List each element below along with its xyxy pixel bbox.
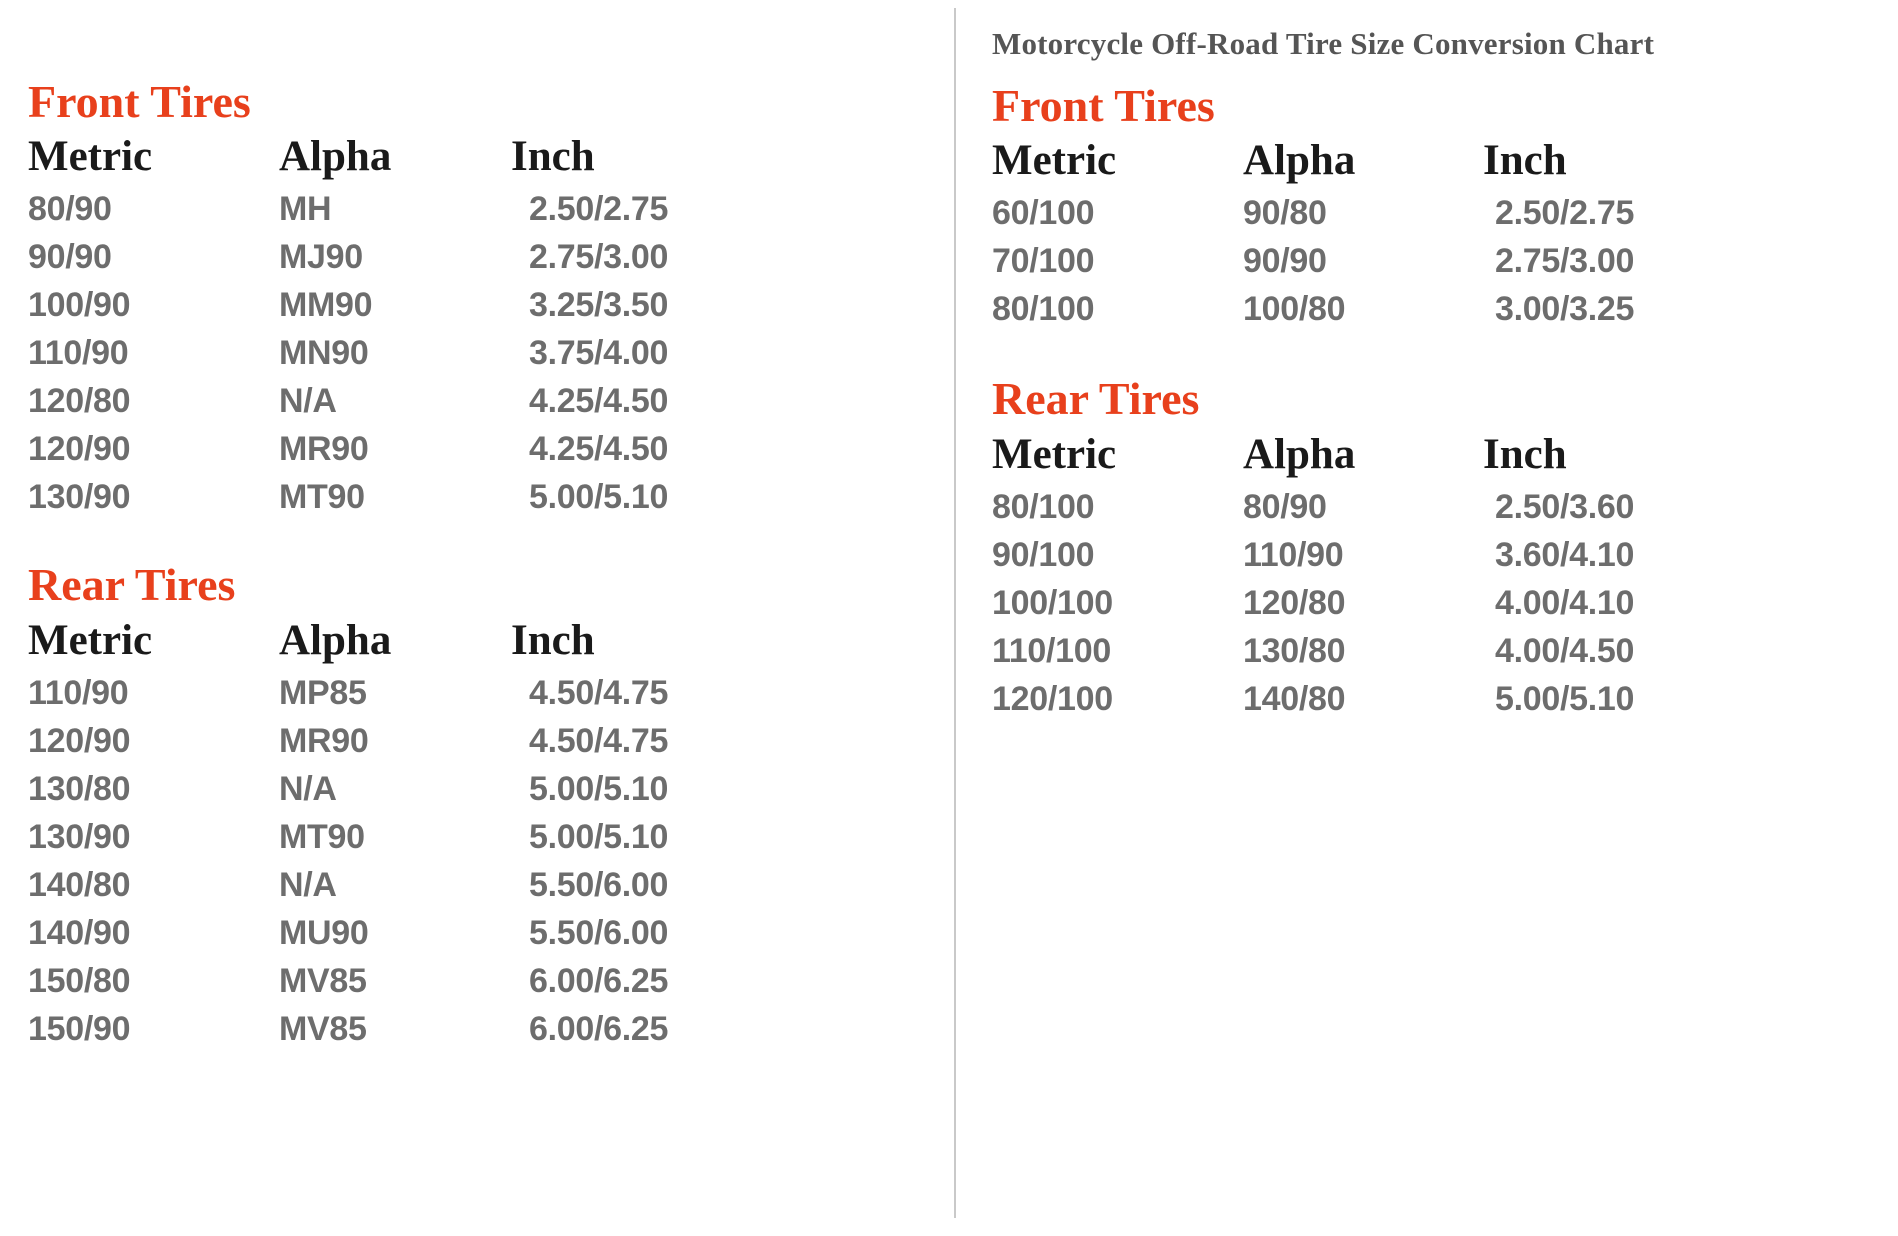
table-row (28, 669, 908, 717)
page-title: Motorcycle Off-Road Tire Size Conversion Chart (992, 26, 1655, 61)
cell-alpha: 130/80 (1243, 631, 1346, 670)
cell-alpha: MV85 (279, 961, 367, 1000)
table-row (28, 281, 908, 329)
table-row (992, 285, 1852, 333)
cell-alpha: MJ90 (279, 238, 363, 277)
table-header-row (992, 424, 1852, 483)
cell-inch: 2.50/2.75 (529, 190, 669, 229)
left-rear-tires-heading: Rear Tires (28, 559, 236, 611)
left-front-tires-heading: Front Tires (28, 76, 251, 127)
table-row (992, 189, 1852, 237)
column-header-inch: Inch (1483, 137, 1567, 185)
cell-metric: 140/90 (28, 913, 131, 952)
cell-inch: 3.25/3.50 (529, 286, 669, 325)
table-row (992, 579, 1852, 627)
cell-metric: 110/100 (992, 631, 1111, 670)
left-front-tires-table (28, 126, 908, 521)
cell-metric: 120/100 (992, 679, 1113, 718)
table-row (28, 233, 908, 281)
column-header-metric: Metric (28, 616, 153, 664)
cell-inch: 4.00/4.50 (1495, 631, 1635, 670)
cell-metric: 130/90 (28, 817, 131, 856)
column-header-inch: Inch (1483, 430, 1567, 478)
column-header-alpha: Alpha (1243, 137, 1356, 185)
right-front-tires-heading: Front Tires (992, 80, 1215, 131)
cell-alpha: MP85 (279, 673, 367, 712)
cell-inch: 3.60/4.10 (1495, 535, 1635, 574)
cell-alpha: MM90 (279, 286, 373, 325)
table-header-row (992, 130, 1852, 189)
cell-alpha: MR90 (279, 721, 369, 760)
cell-alpha: N/A (279, 865, 337, 904)
cell-inch: 5.00/5.10 (1495, 679, 1635, 718)
cell-alpha: MU90 (279, 913, 369, 952)
cell-alpha: MT90 (279, 478, 365, 517)
cell-inch: 5.50/6.00 (529, 913, 669, 952)
cell-inch: 2.50/2.75 (1495, 194, 1635, 233)
cell-alpha: N/A (279, 769, 337, 808)
cell-metric: 150/90 (28, 1009, 131, 1048)
cell-inch: 4.25/4.50 (529, 382, 669, 421)
cell-inch: 5.00/5.10 (529, 769, 669, 808)
cell-metric: 120/80 (28, 382, 131, 421)
table-row (992, 483, 1852, 531)
cell-alpha: MT90 (279, 817, 365, 856)
cell-inch: 3.00/3.25 (1495, 290, 1635, 329)
column-header-inch: Inch (511, 133, 595, 181)
table-row (28, 957, 908, 1005)
cell-inch: 5.50/6.00 (529, 865, 669, 904)
table-row (28, 473, 908, 521)
table-row (28, 813, 908, 861)
cell-metric: 80/90 (28, 190, 112, 229)
table-row (28, 1005, 908, 1053)
cell-alpha: 100/80 (1243, 290, 1346, 329)
column-header-metric: Metric (28, 133, 153, 181)
cell-alpha: 90/80 (1243, 194, 1327, 233)
table-row (992, 237, 1852, 285)
table-row (28, 717, 908, 765)
column-header-alpha: Alpha (279, 133, 392, 181)
table-row (28, 377, 908, 425)
cell-alpha: MN90 (279, 334, 369, 373)
cell-alpha: 140/80 (1243, 679, 1346, 718)
table-row (28, 861, 908, 909)
right-column (992, 0, 1852, 723)
cell-inch: 5.00/5.10 (529, 817, 669, 856)
table-row (992, 675, 1852, 723)
cell-inch: 4.25/4.50 (529, 430, 669, 469)
cell-metric: 130/80 (28, 769, 131, 808)
table-row (28, 329, 908, 377)
cell-alpha: N/A (279, 382, 337, 421)
cell-inch: 2.75/3.00 (529, 238, 669, 277)
cell-metric: 130/90 (28, 478, 131, 517)
column-header-inch: Inch (511, 616, 595, 664)
column-header-metric: Metric (992, 137, 1117, 185)
cell-inch: 4.50/4.75 (529, 721, 669, 760)
cell-metric: 120/90 (28, 721, 131, 760)
left-rear-tires-table (28, 610, 908, 1053)
table-row (28, 909, 908, 957)
table-row (992, 531, 1852, 579)
cell-inch: 3.75/4.00 (529, 334, 669, 373)
table-header-row (28, 610, 908, 669)
cell-metric: 70/100 (992, 242, 1095, 281)
cell-alpha: 80/90 (1243, 487, 1327, 526)
cell-metric: 80/100 (992, 487, 1095, 526)
right-rear-tires-heading: Rear Tires (992, 373, 1200, 425)
cell-alpha: 110/90 (1243, 535, 1344, 574)
cell-metric: 140/80 (28, 865, 131, 904)
right-rear-tires-table (992, 424, 1852, 723)
cell-metric: 80/100 (992, 290, 1095, 329)
cell-metric: 90/100 (992, 535, 1095, 574)
cell-metric: 100/90 (28, 286, 131, 325)
column-header-alpha: Alpha (279, 616, 392, 664)
table-header-row (28, 126, 908, 185)
cell-inch: 4.50/4.75 (529, 673, 669, 712)
cell-inch: 2.50/3.60 (1495, 487, 1635, 526)
table-row (28, 765, 908, 813)
cell-inch: 6.00/6.25 (529, 961, 669, 1000)
cell-inch: 6.00/6.25 (529, 1009, 669, 1048)
cell-alpha: MR90 (279, 430, 369, 469)
column-header-alpha: Alpha (1243, 430, 1356, 478)
cell-metric: 110/90 (28, 673, 129, 712)
vertical-divider (954, 8, 956, 1218)
cell-metric: 120/90 (28, 430, 131, 469)
cell-metric: 60/100 (992, 194, 1095, 233)
column-header-metric: Metric (992, 430, 1117, 478)
cell-metric: 100/100 (992, 583, 1113, 622)
table-row (28, 185, 908, 233)
cell-metric: 110/90 (28, 334, 129, 373)
right-front-tires-table (992, 130, 1852, 333)
cell-alpha: 90/90 (1243, 242, 1327, 281)
left-column (28, 0, 908, 1053)
cell-alpha: MV85 (279, 1009, 367, 1048)
cell-inch: 5.00/5.10 (529, 478, 669, 517)
cell-alpha: 120/80 (1243, 583, 1346, 622)
cell-metric: 150/80 (28, 961, 131, 1000)
cell-inch: 2.75/3.00 (1495, 242, 1635, 281)
cell-inch: 4.00/4.10 (1495, 583, 1635, 622)
cell-metric: 90/90 (28, 238, 112, 277)
cell-alpha: MH (279, 190, 332, 229)
table-row (992, 627, 1852, 675)
table-row (28, 425, 908, 473)
